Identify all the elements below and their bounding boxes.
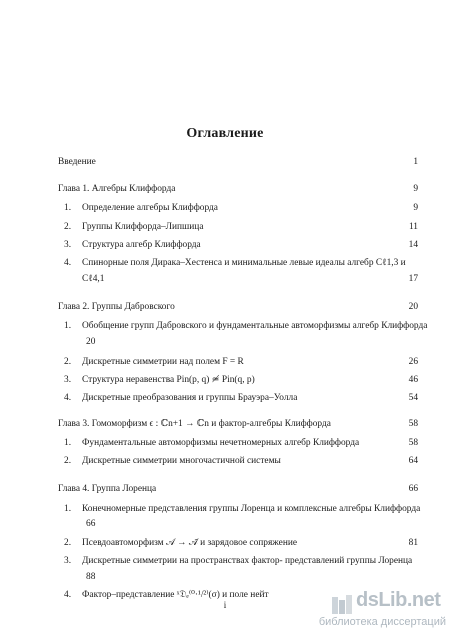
item-number: 2. <box>64 538 72 548</box>
item-text: Обобщение групп Дабровского и фундаментальные автоморфизмы алгебр Клиффорда <box>82 321 428 331</box>
item-number: 3. <box>64 240 72 250</box>
item-page: 11 <box>408 222 418 232</box>
chapter-page: 58 <box>408 419 418 429</box>
item-page: 54 <box>408 393 418 403</box>
chapter-heading: Глава 2. Группы Дабровского <box>58 302 175 312</box>
item-page: 46 <box>408 375 418 385</box>
item-text: Фундаментальные автоморфизмы нечетномерных алгебр Клиффорда <box>82 438 360 448</box>
item-page: 81 <box>408 538 418 548</box>
item-page-continuation: 88 <box>86 572 96 582</box>
chapter-page: 20 <box>408 302 418 312</box>
chapter-page: 66 <box>408 484 418 494</box>
watermark-site: dsLib.net <box>356 589 441 611</box>
item-text: Дискретные симметрии над полем F = R <box>82 357 244 367</box>
toc-intro-page: 1 <box>413 157 418 167</box>
item-page: 58 <box>408 438 418 448</box>
item-page-continuation: 20 <box>86 337 96 347</box>
item-page: 17 <box>408 274 418 284</box>
page-title: Оглавление <box>186 126 264 141</box>
item-text: Структура неравенства Pin(p, q) ≄ Pin(q, p) <box>82 375 255 385</box>
item-number: 2. <box>64 222 72 232</box>
item-text: Фактор–представление ˣ𝔇ₑ⁽⁰·¹/²⁾(σ) и поле нейт <box>82 590 269 600</box>
item-page: 9 <box>413 203 418 213</box>
item-text: Дискретные симметрии многочастичной системы <box>82 456 281 466</box>
item-text: Структура алгебр Клиффорда <box>82 240 201 250</box>
item-text: Дискретные преобразования и группы Брауэра–Уолла <box>82 393 298 403</box>
item-number: 4. <box>64 258 72 268</box>
chapter-heading: Глава 4. Группа Лоренца <box>58 484 157 494</box>
item-number: 1. <box>64 438 72 448</box>
book-stack-icon <box>330 594 356 616</box>
toc-intro-label: Введение <box>58 157 96 167</box>
item-text: Конечномерные представления группы Лоренца и комплексные алгебры Клиффорда <box>82 504 421 514</box>
chapter-heading: Глава 1. Алгебры Клиффорда <box>58 184 176 194</box>
item-text: Спинорные поля Дирака–Хестенса и минимальные левые идеалы алгебр Cℓ1,3 и <box>82 258 406 268</box>
item-text: Псевдоавтоморфизм 𝒜 → 𝒜̄ и зарядовое сопряжение <box>82 538 298 548</box>
chapter-heading: Глава 3. Гомоморфизм ϵ : ℂn+1 → ℂn и фактор-алгебры Клиффорда <box>58 419 331 429</box>
item-page: 64 <box>408 456 418 466</box>
item-page: 26 <box>408 357 418 367</box>
item-number: 3. <box>64 556 72 566</box>
item-number: 1. <box>64 321 72 331</box>
item-text: Дискретные симметрии на пространствах фактор- представлений группы Лоренца <box>82 556 413 566</box>
item-number: 4. <box>64 590 72 600</box>
page-number: i <box>223 600 227 610</box>
item-text: Определение алгебры Клиффорда <box>82 203 218 213</box>
item-number: 1. <box>64 504 72 514</box>
item-text: Группы Клиффорда–Липшица <box>82 222 204 232</box>
item-number: 4. <box>64 393 72 403</box>
item-number: 2. <box>64 456 72 466</box>
item-page: 14 <box>408 240 418 250</box>
item-number: 3. <box>64 375 72 385</box>
item-text-continuation: Cℓ4,1 <box>82 274 105 284</box>
item-number: 2. <box>64 357 72 367</box>
item-number: 1. <box>64 203 72 213</box>
chapter-page: 9 <box>413 184 418 194</box>
watermark-subtitle: библиотека диссертаций <box>318 616 446 628</box>
item-page-continuation: 66 <box>86 519 96 529</box>
